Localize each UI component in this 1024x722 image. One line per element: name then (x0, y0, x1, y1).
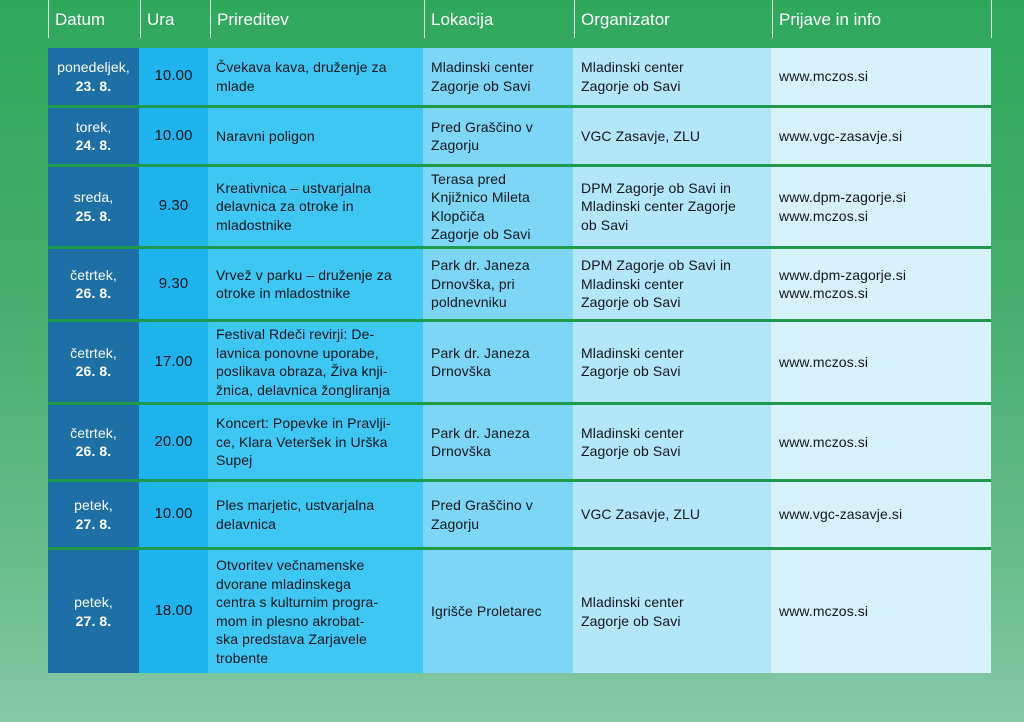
time-cell: 10.00 (139, 108, 208, 164)
location-text: Park dr. Janeza Drnovška, pri poldnevniku (431, 257, 530, 311)
info-cell (771, 482, 991, 547)
table-row (48, 167, 991, 246)
info-link[interactable]: www.vgc-zasavje.si (779, 127, 903, 144)
event-cell (208, 405, 423, 479)
header-time: Ura (140, 0, 210, 38)
table-row (48, 108, 991, 164)
table-header (0, 0, 1024, 38)
event-cell (208, 108, 423, 164)
organizer-cell (573, 322, 771, 402)
location-cell (423, 108, 573, 164)
event-cell (208, 167, 423, 246)
info-cell (771, 405, 991, 479)
day-cell (48, 167, 139, 246)
organizer-text: Mladinski center Zagorje ob Savi (581, 424, 684, 459)
day-date: 24. 8. (75, 137, 112, 153)
day-name: četrtek, (70, 424, 117, 441)
day-cell (48, 48, 139, 105)
info-link[interactable]: www.dpm-zagorje.si www.mczos.si (779, 189, 907, 224)
event-text: Otvoritev večnamenske dvorane mladinskega centra s kulturnim progra- mom in plesno akrobat- ska predstava Zarjavele trobente (216, 557, 379, 666)
event-cell (208, 550, 423, 673)
location-text: Park dr. Janeza Drnovška (431, 424, 530, 459)
day-name: torek, (75, 118, 112, 135)
event-text: Festival Rdeči revirji: De- lavnica ponovne uporabe, poslikava obraza, Živa knji- žnica, delavnica žongliranja (216, 326, 391, 398)
header-location: Lokacija (424, 0, 574, 38)
event-cell (208, 48, 423, 105)
day-date: 25. 8. (75, 207, 112, 224)
organizer-text: Mladinski center Zagorje ob Savi (581, 344, 684, 379)
organizer-cell (573, 167, 771, 246)
organizer-cell (573, 108, 771, 164)
location-cell (423, 322, 573, 402)
day-name: petek, (74, 594, 113, 610)
location-cell (423, 482, 573, 547)
location-cell (423, 405, 573, 479)
organizer-cell (573, 249, 771, 319)
info-cell (771, 322, 991, 402)
day-date: 26. 8. (75, 443, 112, 459)
location-cell (423, 249, 573, 319)
table-row (48, 550, 991, 673)
day-date: 27. 8. (75, 612, 112, 629)
table-row (48, 249, 991, 319)
location-cell (423, 167, 573, 246)
event-cell (208, 249, 423, 319)
table-row (48, 405, 991, 479)
organizer-cell (573, 482, 771, 547)
event-text: Naravni poligon (216, 127, 315, 144)
table-row (48, 322, 991, 402)
day-cell (48, 550, 139, 673)
header-date: Datum (48, 0, 140, 38)
info-link[interactable]: www.vgc-zasavje.si (779, 506, 903, 523)
time-cell: 9.30 (139, 167, 208, 246)
event-text: Čvekava kava, druženje za mlade (216, 59, 387, 94)
event-text: Kreativnica – ustvarjalna delavnica za otroke in mladostnike (216, 179, 372, 233)
info-link[interactable]: www.mczos.si (779, 603, 869, 620)
location-cell (423, 48, 573, 105)
day-name: četrtek, (70, 344, 117, 361)
day-cell (48, 249, 139, 319)
info-link[interactable]: www.mczos.si (779, 433, 869, 450)
table-row (48, 482, 991, 547)
location-text: Park dr. Janeza Drnovška (431, 344, 530, 379)
info-cell (771, 108, 991, 164)
organizer-text: DPM Zagorje ob Savi in Mladinski center Zagorje ob Savi (581, 179, 736, 233)
day-name: sreda, (73, 189, 114, 205)
info-cell (771, 167, 991, 246)
day-cell (48, 322, 139, 402)
header-info: Prijave in info (772, 0, 992, 38)
organizer-text: Mladinski center Zagorje ob Savi (581, 594, 684, 629)
event-text: Vrvež v parku – druženje za otroke in mladostnike (216, 266, 392, 301)
location-cell (423, 550, 573, 673)
organizer-text: Mladinski center Zagorje ob Savi (581, 59, 684, 94)
organizer-cell (573, 48, 771, 105)
info-cell (771, 249, 991, 319)
event-text: Koncert: Popevke in Pravlji- ce, Klara Veteršek in Urška Supej (216, 415, 391, 469)
location-text: Terasa pred Knjižnico Mileta Klopčiča Zagorje ob Savi (431, 170, 531, 242)
location-text: Mladinski center Zagorje ob Savi (431, 59, 534, 94)
day-date: 26. 8. (75, 285, 112, 301)
event-text: Ples marjetic, ustvarjalna delavnica (216, 497, 375, 532)
day-name: četrtek, (70, 266, 117, 283)
organizer-cell (573, 550, 771, 673)
location-text: Pred Graščino v Zagorju (431, 497, 533, 532)
day-name: petek, (74, 497, 113, 513)
info-link[interactable]: www.mczos.si (779, 353, 869, 370)
info-cell (771, 550, 991, 673)
day-date: 23. 8. (75, 77, 112, 94)
info-link[interactable]: www.mczos.si (779, 68, 869, 85)
header-event: Prireditev (210, 0, 424, 38)
event-cell (208, 482, 423, 547)
time-cell: 17.00 (139, 322, 208, 402)
day-cell (48, 405, 139, 479)
info-cell (771, 48, 991, 105)
time-cell: 20.00 (139, 405, 208, 479)
header-organizer: Organizator (574, 0, 772, 38)
organizer-text: VGC Zasavje, ZLU (581, 127, 701, 144)
day-date: 27. 8. (75, 515, 112, 532)
time-cell: 10.00 (139, 48, 208, 105)
time-cell: 10.00 (139, 482, 208, 547)
day-cell (48, 108, 139, 164)
day-date: 26. 8. (75, 363, 112, 379)
location-text: Pred Graščino v Zagorju (431, 118, 533, 153)
organizer-cell (573, 405, 771, 479)
organizer-text: VGC Zasavje, ZLU (581, 506, 701, 523)
location-text: Igrišče Proletarec (431, 603, 542, 620)
time-cell: 9.30 (139, 249, 208, 319)
organizer-text: DPM Zagorje ob Savi in Mladinski center Zagorje ob Savi (581, 257, 732, 311)
event-cell (208, 322, 423, 402)
info-link[interactable]: www.dpm-zagorje.si www.mczos.si (779, 266, 907, 301)
day-cell (48, 482, 139, 547)
day-name: ponedeljek, (57, 59, 130, 75)
time-cell: 18.00 (139, 550, 208, 673)
table-row (48, 48, 991, 105)
